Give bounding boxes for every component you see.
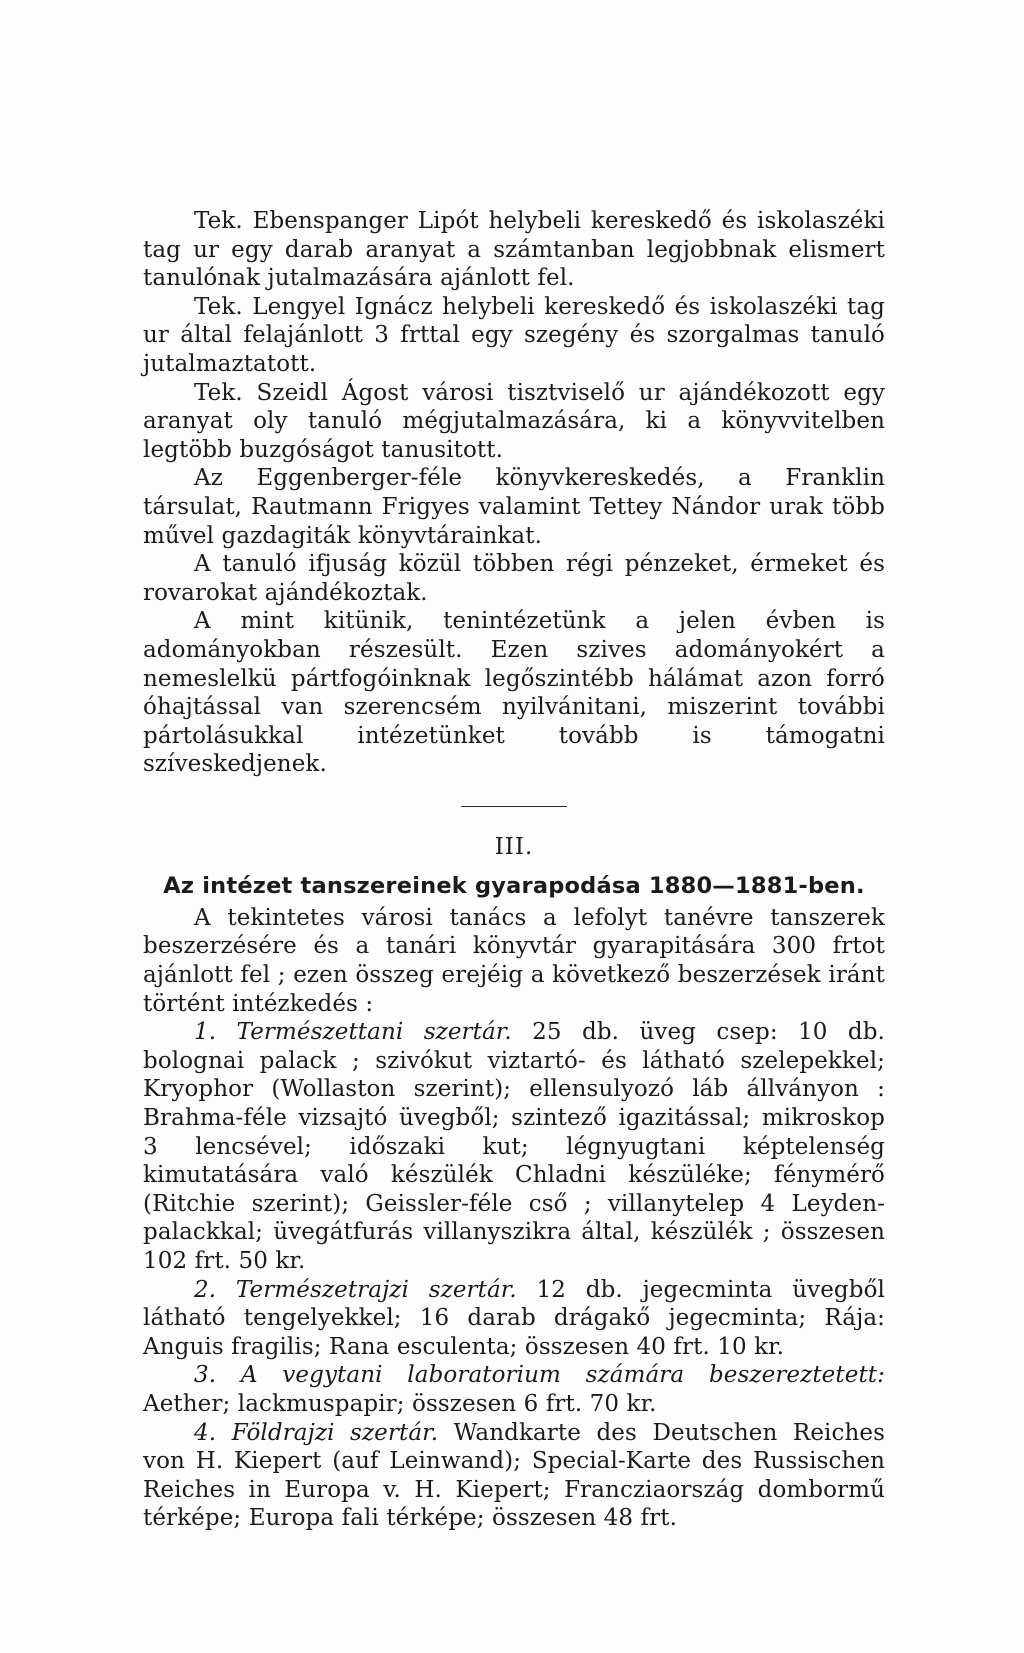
section-number: III. [494,833,534,860]
paragraph-eggenberger: Az Eggenberger-féle könyvkereskedés, a Franklin társulat, Rautmann Frigyes valamint Tettey Nándor urak több művel gazdagiták könyvtárainkat. [143,465,885,549]
section-title: Az intézet tanszereinek gyarapodása 1880—1881-ben. [163,872,865,899]
paragraph-szeidl: Tek. Szeidl Ágost városi tisztviselő ur ajándékozott egy aranyat oly tanuló mégjutalmazására, ki a könyvvitelben legtöbb buzgóságot tanusitott. [143,379,885,463]
item-vegytani-laboratorium [143,1361,885,1418]
page-content [143,207,885,1533]
item-title: A vegytani laboratorium számára beszereztetett: [240,1362,885,1389]
item-text: Wandkarte des Deutschen Reiches von H. Kiepert (auf Leinwand); Special-Karte des Russischen Reiches in Europa v. H. Kiepert; Francziaország dombormű térképe; Europa fali térképe; összesen 48 frt. [143,1419,885,1532]
item-text: 25 db. üveg csep: 10 db. bolognai palack ; szivókut viztartó- és látható szelepekkel; Kryophor (Wollaston szerint); ellensulyozó láb állványon : Brahma-féle vizsajtó üvegből; szintező igazitással; mikroskop 3 lencsével; időszaki kut; légnyugtani képtelenség kimutatására való készülék Chladni készüléke; fénymérő (Ritchie szerint); Geissler-féle cső ; villanytelep 4 Leyden-palackkal; üvegátfurás villanyszikra által, készülék ; összesen 102 frt. 50 kr. [143,1019,885,1274]
item-text: 12 db. jegecminta üvegből látható tengelyekkel; 16 darab drágakő jegecminta; Rája: Anguis fragilis; Rana esculenta; összesen 40 frt. 10 kr. [143,1276,885,1360]
item-number: 2. [194,1276,217,1303]
item-termeszettani-szertar [143,1018,885,1275]
item-number: 3. [194,1362,217,1389]
item-title: Földrajzi szertár. [231,1419,439,1446]
item-foldrajzi-szertar [143,1419,885,1533]
item-title: Természettani szertár. [236,1019,512,1046]
paragraph-lengyel: Tek. Lengyel Ignácz helybeli kereskedő és iskolaszéki tag ur által felajánlott 3 frttal egy szegény és szorgalmas tanuló jutalmaztatott. [143,293,885,377]
item-title: Természetrajzi szertár. [235,1276,517,1303]
item-termeszetrajzi-szertar [143,1276,885,1362]
section-intro: A tekintetes városi tanács a lefolyt tanévre tanszerek beszerzésére és a tanári könyvtár gyarapitására 300 frtot ajánlott fel ; ezen összeg erejéig a következő beszerzések iránt történt intézkedés : [143,904,885,1017]
item-number: 4. [194,1419,217,1446]
item-number: 1. [194,1019,217,1046]
paragraph-tanulo-ifjusag: A tanuló ifjuság közül többen régi pénzeket, érmeket és rovarokat ajándékoztak. [143,551,885,606]
item-text: Aether; lackmuspapir; összesen 6 frt. 70 kr. [143,1390,657,1417]
paragraph-ebenspanger: Tek. Ebenspanger Lipót helybeli kereskedő és iskolaszéki tag ur egy darab aranyat a számtanban legjobbnak elismert tanulónak jutalmazására ajánlott fel. [143,208,885,292]
paragraph-adomanyok: A mint kitünik, tenintézetünk a jelen évben is adományokban részesült. Ezen szives adományokért a nemeslelkü pártfogóinknak legőszintébb hálámat azon forró óhajtással van szerencsém nyilvánitani, miszerint további pártolásukkal intézetünket tovább is támogatni szíveskedjenek. [143,608,885,778]
section-divider [461,806,567,807]
